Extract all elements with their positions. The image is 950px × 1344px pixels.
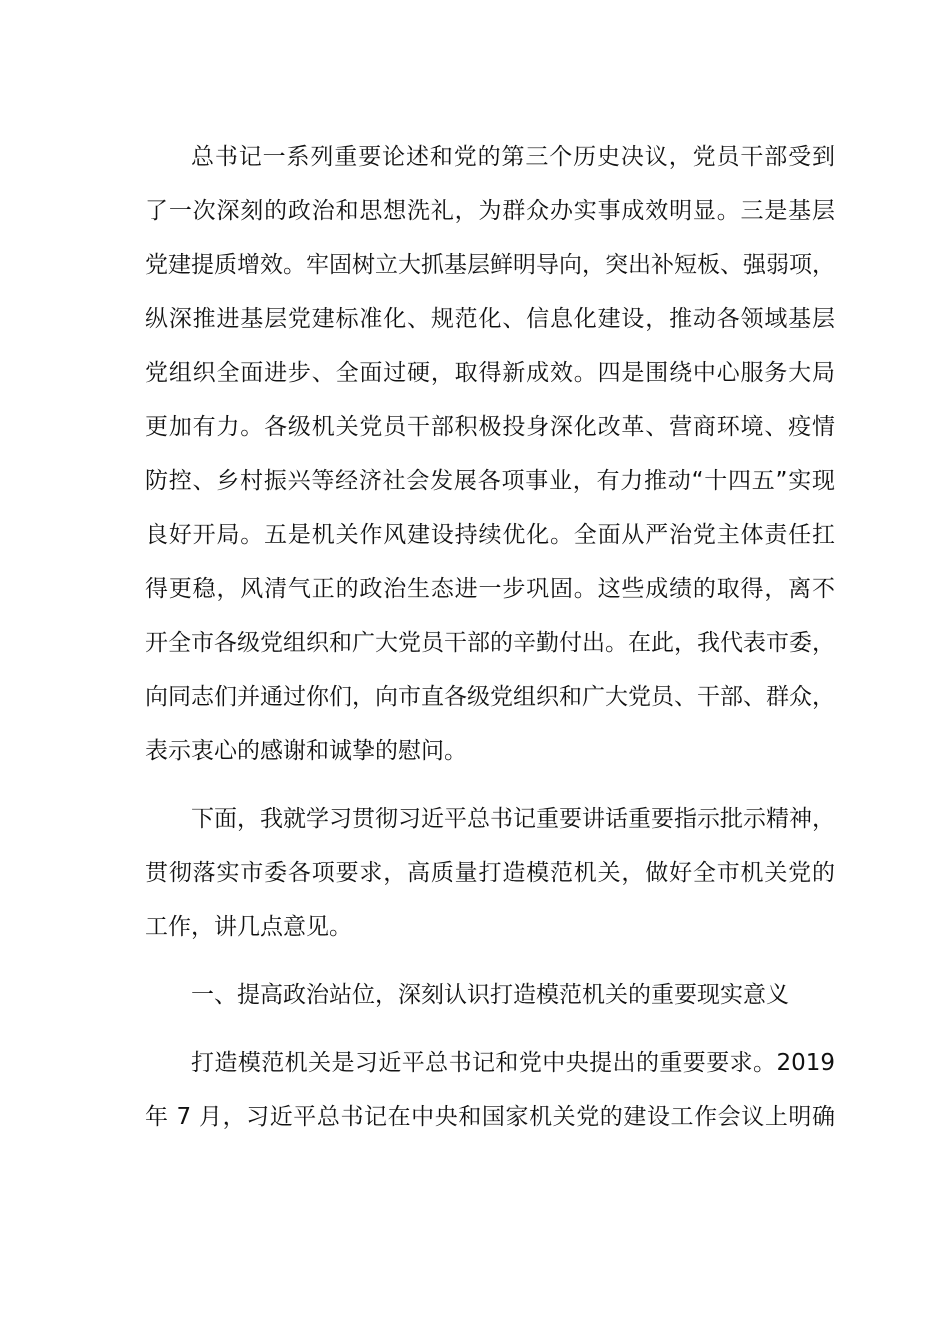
heading-text: 一、提高政治站位，深刻认识打造模范机关的重要现实意义 (191, 982, 789, 1008)
text-line: 年 7 月，习近平总书记在中央和国家机关党的建设工作会议上明确 (145, 1104, 835, 1130)
text-line: 党建提质增效。牢固树立大抓基层鲜明导向，突出补短板、强弱项， (145, 252, 835, 278)
text-line: 纵深推进基层党建标准化、规范化、信息化建设，推动各领域基层 (145, 306, 835, 332)
text-line: 打造模范机关是习近平总书记和党中央提出的重要要求。2019 (191, 1050, 835, 1076)
text-line: 开全市各级党组织和广大党员干部的辛勤付出。在此，我代表市委， (145, 630, 835, 656)
document-body (145, 130, 835, 1144)
text-line: 向同志们并通过你们，向市直各级党组织和广大党员、干部、群众， (145, 684, 835, 710)
text-line: 表示衷心的感谢和诚挚的慰问。 (145, 738, 467, 764)
text-line: 良好开局。五是机关作风建设持续优化。全面从严治党主体责任扛 (145, 522, 835, 548)
text-line: 下面，我就学习贯彻习近平总书记重要讲话重要指示批示精神， (191, 806, 835, 832)
paragraph-spacer (145, 954, 835, 968)
paragraph-1 (145, 130, 835, 778)
paragraph-spacer (145, 1022, 835, 1036)
text-line: 总书记一系列重要论述和党的第三个历史决议，党员干部受到 (191, 144, 835, 170)
text-line: 了一次深刻的政治和思想洗礼，为群众办实事成效明显。三是基层 (145, 198, 835, 224)
text-line: 更加有力。各级机关党员干部积极投身深化改革、营商环境、疫情 (145, 414, 835, 440)
text-line: 党组织全面进步、全面过硬，取得新成效。四是围绕中心服务大局 (145, 360, 835, 386)
text-line: 工作，讲几点意见。 (145, 914, 352, 940)
paragraph-spacer (145, 778, 835, 792)
text-line: 贯彻落实市委各项要求，高质量打造模范机关，做好全市机关党的 (145, 860, 835, 886)
section-heading (145, 968, 835, 1022)
text-line: 防控、乡村振兴等经济社会发展各项事业，有力推动“十四五”实现 (145, 468, 835, 494)
paragraph-4 (145, 1036, 835, 1144)
paragraph-2 (145, 792, 835, 954)
text-line: 得更稳，风清气正的政治生态进一步巩固。这些成绩的取得，离不 (145, 576, 835, 602)
